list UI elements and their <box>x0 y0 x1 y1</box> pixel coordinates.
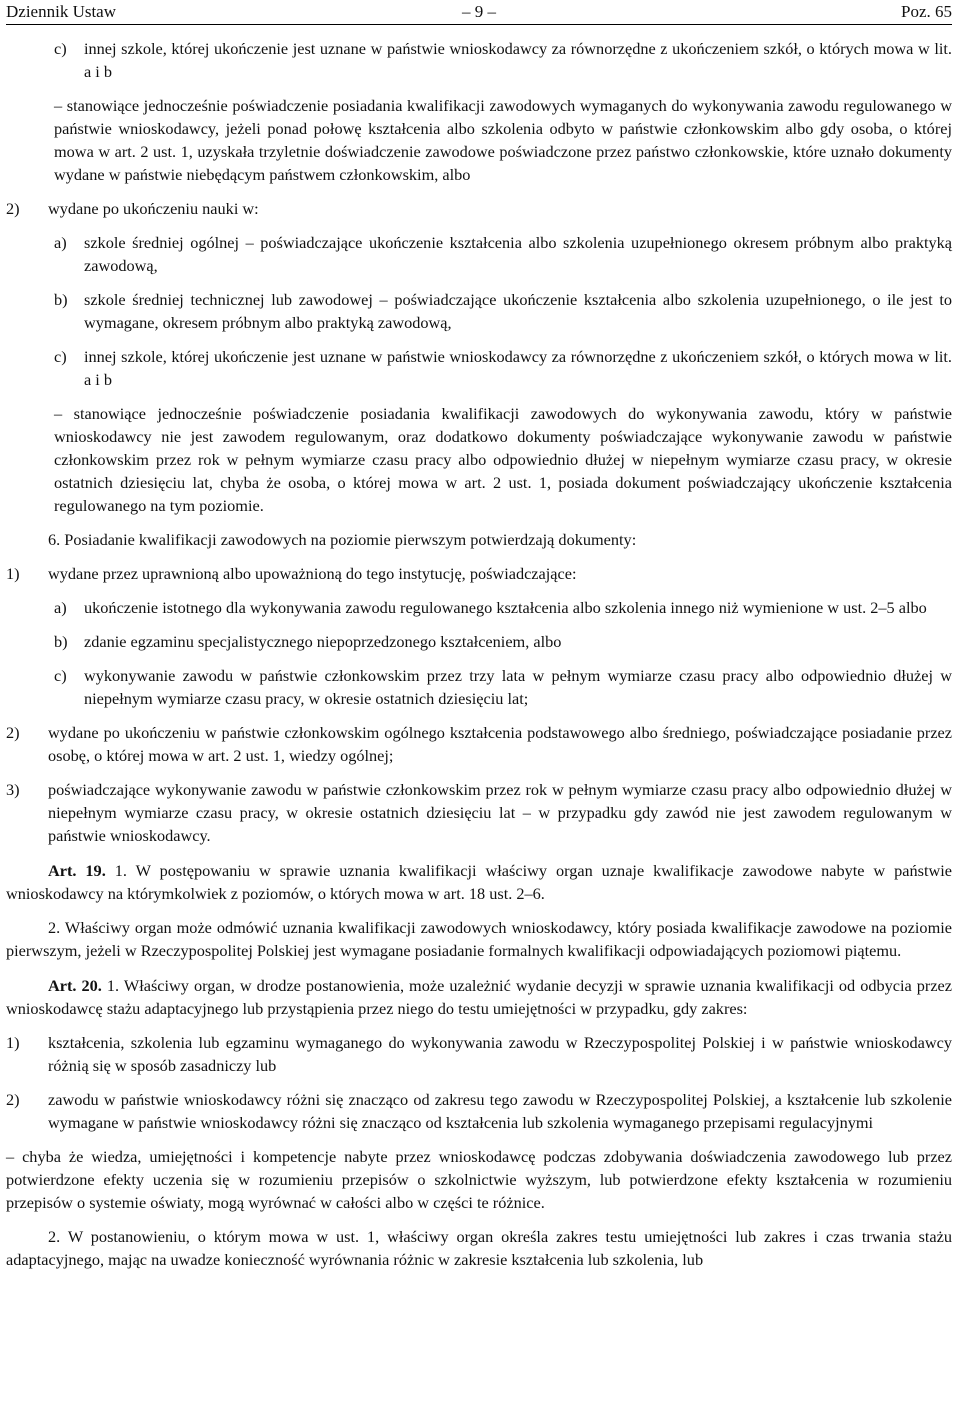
dash-paragraph: – stanowiące jednocześnie poświadczenie posiadania kwalifikacji zawodowych wymaganych do wykonywania zawodu regulowanego w państwie wnioskodawcy, jeżeli ponad połowę kształcenia albo szkolenia odbyto w państwie członkowskim albo gdy osoba, o której mowa w art. 2 ust. 1, uzyskała trzyletnie doświadczenie zawodowe poświadczone przez państwo członkowskie, które uznało dokumenty wydane w państwie niebędącym państwem członkowskim, albo <box>54 96 952 184</box>
list-item <box>6 664 952 710</box>
item-text: wydane przez uprawnioną albo upoważnioną do tego instytucję, poświadczające: <box>48 564 577 583</box>
dash-paragraph: – stanowiące jednocześnie poświadczenie posiadania kwalifikacji zawodowych do wykonywania zawodu, który w państwie wnioskodawcy nie jest zawodem regulowanym, oraz dodatkowo dokumenty poświadczające wykonywanie zawodu w państwie członkowskim przez rok w pełnym wymiarze czasu pracy albo odpowiednio dłużej w niepełnym wymiarze czasu pracy, w okresie ostatnich dziesięciu lat, chyba że osoba, o której mowa w art. 2 ust. 1, posiada dokument poświadczający ukończenie kształcenia regulowanego na tym poziomie. <box>54 404 952 515</box>
item-text: innej szkole, której ukończenie jest uznane w państwie wnioskodawcy za równorzędne z ukończeniem szkół, o których mowa w lit. a i b <box>84 347 952 389</box>
item-text: zdanie egzaminu specjalistycznego niepoprzedzonego kształceniem, albo <box>84 632 562 651</box>
article-paragraph <box>6 859 952 905</box>
page-header <box>6 0 952 25</box>
list-item <box>6 1088 952 1134</box>
list-item <box>6 37 952 83</box>
item-text: zawodu w państwie wnioskodawcy różni się znacząco od zakresu tego zawodu w Rzeczypospolitej Polskiej, a kształcenie lub szkolenie wymagane w państwie wnioskodawcy różni się znacząco od kształcenia lub szkolenia wymaganego przepisami regulacyjnymi <box>48 1090 952 1132</box>
item-marker: a) <box>54 233 67 252</box>
item-marker: c) <box>54 666 67 685</box>
dash-paragraph: – chyba że wiedza, umiejętności i kompetencje nabyte przez wnioskodawcę podczas zdobywania doświadczenia zawodowego lub przez potwierdzone efekty uczenia się w rozumieniu przepisów o szkolnictwie wyższym, lub potwierdzone efekty kształcenia w rozumieniu przepisów o systemie oświaty, mogą wyrównać w całości albo w części te różnice. <box>6 1147 952 1212</box>
item-marker: 2) <box>6 1090 20 1109</box>
article-paragraph <box>6 974 952 1020</box>
list-item <box>6 345 952 391</box>
section-paragraph: 2. W postanowieniu, o którym mowa w ust. 1, właściwy organ określa zakres testu umiejętności lub zakres i czas trwania stażu adaptacyjnego, mając na uwadze konieczność wyrównania różnic w zakresie kształcenia lub szkolenia, lub <box>6 1227 952 1269</box>
list-item <box>6 562 952 585</box>
page-number: – 9 – <box>462 2 496 21</box>
item-marker: 1) <box>6 564 20 583</box>
article-text: 1. Właściwy organ, w drodze postanowienia, może uzależnić wydanie decyzji w sprawie uznania kwalifikacji od odbycia przez wnioskodawcę stażu adaptacyjnego lub przystąpienia przez niego do testu umiejętności w przypadku, gdy zakres: <box>6 976 952 1018</box>
list-item <box>6 721 952 767</box>
list-item <box>6 197 952 220</box>
list-item <box>6 1031 952 1077</box>
item-text: wydane po ukończeniu nauki w: <box>48 199 259 218</box>
item-marker: 3) <box>6 780 20 799</box>
item-marker: c) <box>54 39 67 58</box>
section-paragraph: 6. Posiadanie kwalifikacji zawodowych na poziomie pierwszym potwierdzają dokumenty: <box>48 530 637 549</box>
item-marker: b) <box>54 290 68 309</box>
item-marker: 1) <box>6 1033 20 1052</box>
item-marker: a) <box>54 598 67 617</box>
list-item <box>6 231 952 277</box>
item-text: kształcenia, szkolenia lub egzaminu wymaganego do wykonywania zawodu w Rzeczypospolitej Polskiej i w państwie wnioskodawcy różnią się w sposób zasadniczy lub <box>48 1033 952 1075</box>
item-text: wykonywanie zawodu w państwie członkowskim przez trzy lata w pełnym wymiarze czasu pracy albo odpowiednio dłużej w niepełnym wymiarze czasu pracy, w okresie ostatnich dziesięciu lat; <box>84 666 952 708</box>
item-text: szkole średniej technicznej lub zawodowej – poświadczające ukończenie kształcenia albo szkolenia uzupełnionego, o ile jest to wymagane, okresem próbnym albo praktyką zawodową, <box>84 290 952 332</box>
item-text: innej szkole, której ukończenie jest uznane w państwie wnioskodawcy za równorzędne z ukończeniem szkół, o których mowa w lit. a i b <box>84 39 952 81</box>
list-item <box>6 778 952 847</box>
item-marker: 2) <box>6 199 20 218</box>
list-item <box>6 596 952 619</box>
list-item <box>6 288 952 334</box>
article-number: Art. 19. <box>48 861 106 880</box>
item-marker: b) <box>54 632 68 651</box>
article-text: 1. W postępowaniu w sprawie uznania kwalifikacji właściwy organ uznaje kwalifikacje zawodowe nabyte w państwie wnioskodawcy na którymkolwiek z poziomów, o których mowa w art. 18 ust. 2–6. <box>6 861 952 903</box>
article-number: Art. 20. <box>48 976 102 995</box>
position-number: Poz. 65 <box>901 2 952 21</box>
item-text: wydane po ukończeniu w państwie członkowskim ogólnego kształcenia podstawowego albo średniego, poświadczające posiadanie przez osobę, o której mowa w art. 2 ust. 1, wiedzy ogólnej; <box>48 723 952 765</box>
document-body <box>6 37 952 1271</box>
journal-title: Dziennik Ustaw <box>6 2 117 21</box>
list-item <box>6 630 952 653</box>
item-text: szkole średniej ogólnej – poświadczające ukończenie kształcenia albo szkolenia uzupełnionego okresem próbnym albo praktyką zawodową, <box>84 233 952 275</box>
item-marker: c) <box>54 347 67 366</box>
item-text: poświadczające wykonywanie zawodu w państwie członkowskim przez rok w pełnym wymiarze czasu pracy albo odpowiednio dłużej w niepełnym wymiarze czasu pracy, w okresie ostatnich dziesięciu lat – w przypadku gdy zawód nie jest zawodem regulowanym w państwie wnioskodawcy. <box>48 780 952 845</box>
item-marker: 2) <box>6 723 20 742</box>
section-paragraph: 2. Właściwy organ może odmówić uznania kwalifikacji zawodowych wnioskodawcy, który posiada kwalifikacje zawodowe na poziomie pierwszym, jeżeli w Rzeczypospolitej Polskiej jest wymagane posiadanie formalnych kwalifikacji odpowiadających poziomowi piątemu. <box>6 918 952 960</box>
item-text: ukończenie istotnego dla wykonywania zawodu regulowanego kształcenia albo szkolenia innego niż wymienione w ust. 2–5 albo <box>84 598 927 617</box>
